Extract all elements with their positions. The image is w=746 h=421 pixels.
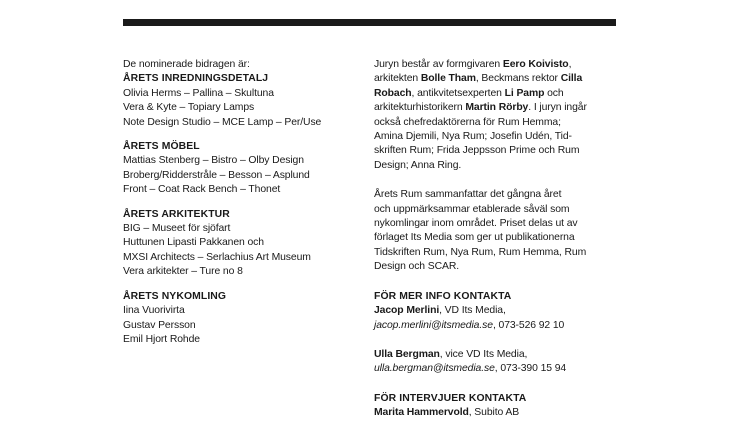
category-heading: ÅRETS NYKOMLING	[123, 290, 227, 302]
nominee-entry: Vera & Kyte – Topiary Lamps	[123, 102, 255, 114]
contact-interviews-block: FÖR INTERVJUER KONTAKTA Marita Hammervold, Subito AB	[374, 392, 614, 421]
nominees-column	[123, 58, 353, 357]
contact-info-block-2: Ulla Bergman, vice VD Its Media, ulla.bergman@itsmedia.se, 073-390 15 94	[374, 348, 567, 375]
nominee-entry: Huttunen Lipasti Pakkanen och	[123, 237, 264, 249]
nominee-entry: Emil Hjort Rohde	[123, 333, 200, 345]
category-furniture	[123, 140, 353, 198]
jury-name: Robach	[374, 87, 412, 99]
jury-name: Li Pamp	[504, 87, 545, 99]
contact-name: Marita Hammervold	[374, 407, 469, 419]
nominee-entry: Vera arkitekter – Ture no 8	[123, 266, 243, 278]
phone-number: , 073-390 15 94	[494, 363, 567, 375]
nominee-entry: Front – Coat Rack Bench – Thonet	[123, 184, 281, 196]
jury-paragraph: Juryn består av formgivaren Eero Koivisto, arkitekten Bolle Tham, Beckmans rektor Cilla Robach, antikvitetsexperten Li Pamp och arkitekturhistorikern Martin Rörby. I juryn ingår också chefredaktörerna för Rum Hemma; Amina Djemili, Nya Rum; Josefin Udén, Tid- skriften Rum; Frida Jeppsson Prime och Rum Design; Anna Ring.	[374, 59, 587, 171]
contact-heading: FÖR INTERVJUER KONTAKTA	[374, 392, 527, 404]
contact-info-block: FÖR MER INFO KONTAKTA Jacop Merlini, VD Its Media, jacop.merlini@itsmedia.se, 073-526 92 10	[374, 290, 614, 333]
contact-name: Ulla Bergman	[374, 348, 440, 360]
nominee-entry: BIG – Museet för sjöfart	[123, 223, 231, 235]
nominee-entry: Iina Vuorivirta	[123, 305, 185, 317]
category-architecture	[123, 208, 353, 280]
jury-name: Martin Rörby	[465, 102, 529, 114]
contact-name: Jacop Merlini	[374, 305, 440, 317]
nominee-entry: Olivia Herms – Pallina – Skultuna	[123, 87, 274, 99]
nominee-entry: Gustav Persson	[123, 319, 196, 331]
nominee-entry: Note Design Studio – MCE Lamp – Per/Use	[123, 116, 322, 128]
category-newcomer	[123, 290, 353, 348]
intro-text: De nominerade bidragen är:	[123, 59, 250, 70]
email-link[interactable]: jacop.merlini@itsmedia.se	[374, 319, 493, 331]
top-rule	[123, 19, 616, 26]
nominee-entry: Broberg/Ridderstråle – Besson – Asplund	[123, 169, 310, 181]
phone-number: , 073-526 92 10	[492, 319, 565, 331]
jury-name: Eero Koivisto	[502, 59, 569, 70]
email-link[interactable]: ulla.bergman@itsmedia.se	[374, 363, 495, 375]
nominee-entry: MXSI Architects – Serlachius Art Museum	[123, 251, 311, 263]
category-heading: ÅRETS MÖBEL	[123, 141, 200, 153]
about-paragraph: Årets Rum sammanfattar det gångna året och uppmärksammar etablerade såväl som nykomlingar inom området. Priset delas ut av förlaget Its Media som ger ut publikationerna Tidskriften Rum, Nya Rum, Rum Hemma, Rum Design och SCAR.	[374, 189, 587, 273]
jury-name: Bolle Tham	[420, 73, 476, 85]
category-interior-detail	[123, 72, 353, 130]
nominee-entry: Mattias Stenberg – Bistro – Olby Design	[123, 155, 304, 167]
contact-heading: FÖR MER INFO KONTAKTA	[374, 290, 512, 302]
category-heading: ÅRETS INREDNINGSDETALJ	[123, 73, 269, 85]
info-column	[374, 58, 614, 421]
jury-name: Cilla	[560, 73, 583, 85]
category-heading: ÅRETS ARKITEKTUR	[123, 208, 230, 220]
